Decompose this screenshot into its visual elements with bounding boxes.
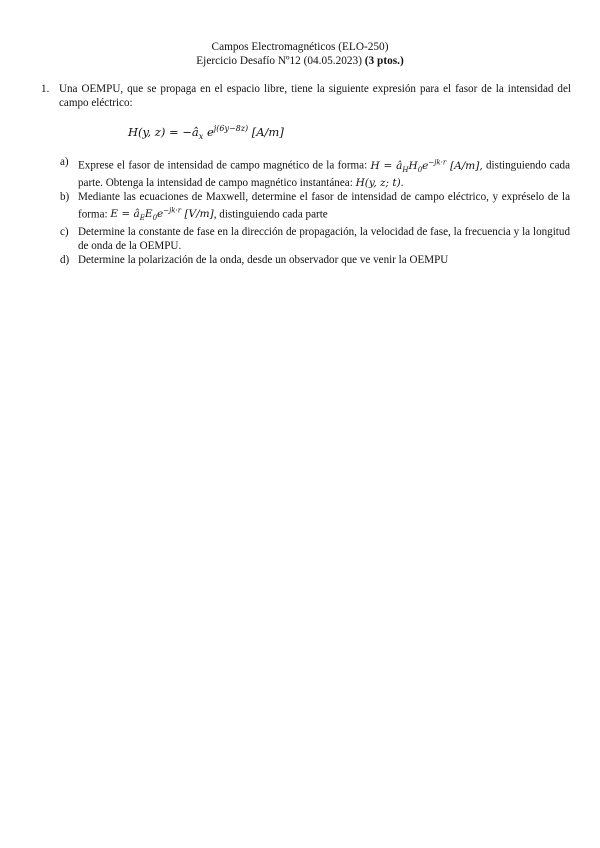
math-h-form: $H = â_HH_0e^{-jk\cdot r}$ [A/m], bbox=[370, 158, 483, 174]
exercise-title: Ejercicio Desafío Nº12 (04.05.2023) (3 ptos.) bbox=[196, 54, 404, 67]
points-label: (3 ptos.) bbox=[364, 54, 404, 67]
question-number: 1. bbox=[41, 83, 50, 95]
sub-question-c: c) Determine la constante de fase en la dirección de propagación, la velocidad de fase, la frecuencia y la longitud de onda de la OEMPU. bbox=[60, 226, 570, 253]
math-h-instant: H(y, z; t) bbox=[355, 177, 401, 190]
sub-question-b: b) Mediante las ecuaciones de Maxwell, determine el fasor de intensidad de campo eléctrico, y expréselo de la forma: $E = â_EE_0e^{-jk\cdot r}$ [V/m], distinguiendo cada parte bbox=[60, 191, 570, 223]
document-header bbox=[0, 41, 600, 68]
field-equation: H(y, $z) = -â_x$ $e^{j(6y-8z)}$ [A/m] bbox=[128, 124, 284, 142]
sub-question-list bbox=[60, 156, 570, 268]
math-e-form: $E = â_EE_0e^{-jk\cdot r}$ [V/m] bbox=[110, 206, 214, 223]
question-text: Una OEMPU, que se propaga en el espacio libre, tiene la siguiente expresión para el fasor de la intensidad del campo eléctrico: bbox=[59, 83, 571, 109]
question-1 bbox=[41, 83, 571, 111]
sub-question-d: d) Determine la polarización de la onda, desde un observador que ve venir la OEMPU bbox=[60, 253, 449, 266]
sub-question-a: a) Exprese el fasor de intensidad de campo magnético de la forma: $H = â_HH_0e^{-jk\cdot r}$ [A/m], distinguiendo cada parte. Obtenga la intensidad de campo magnético instantánea: H(y, z; t). bbox=[60, 156, 570, 190]
course-title: Campos Electromagnéticos (ELO-250) bbox=[211, 41, 389, 53]
